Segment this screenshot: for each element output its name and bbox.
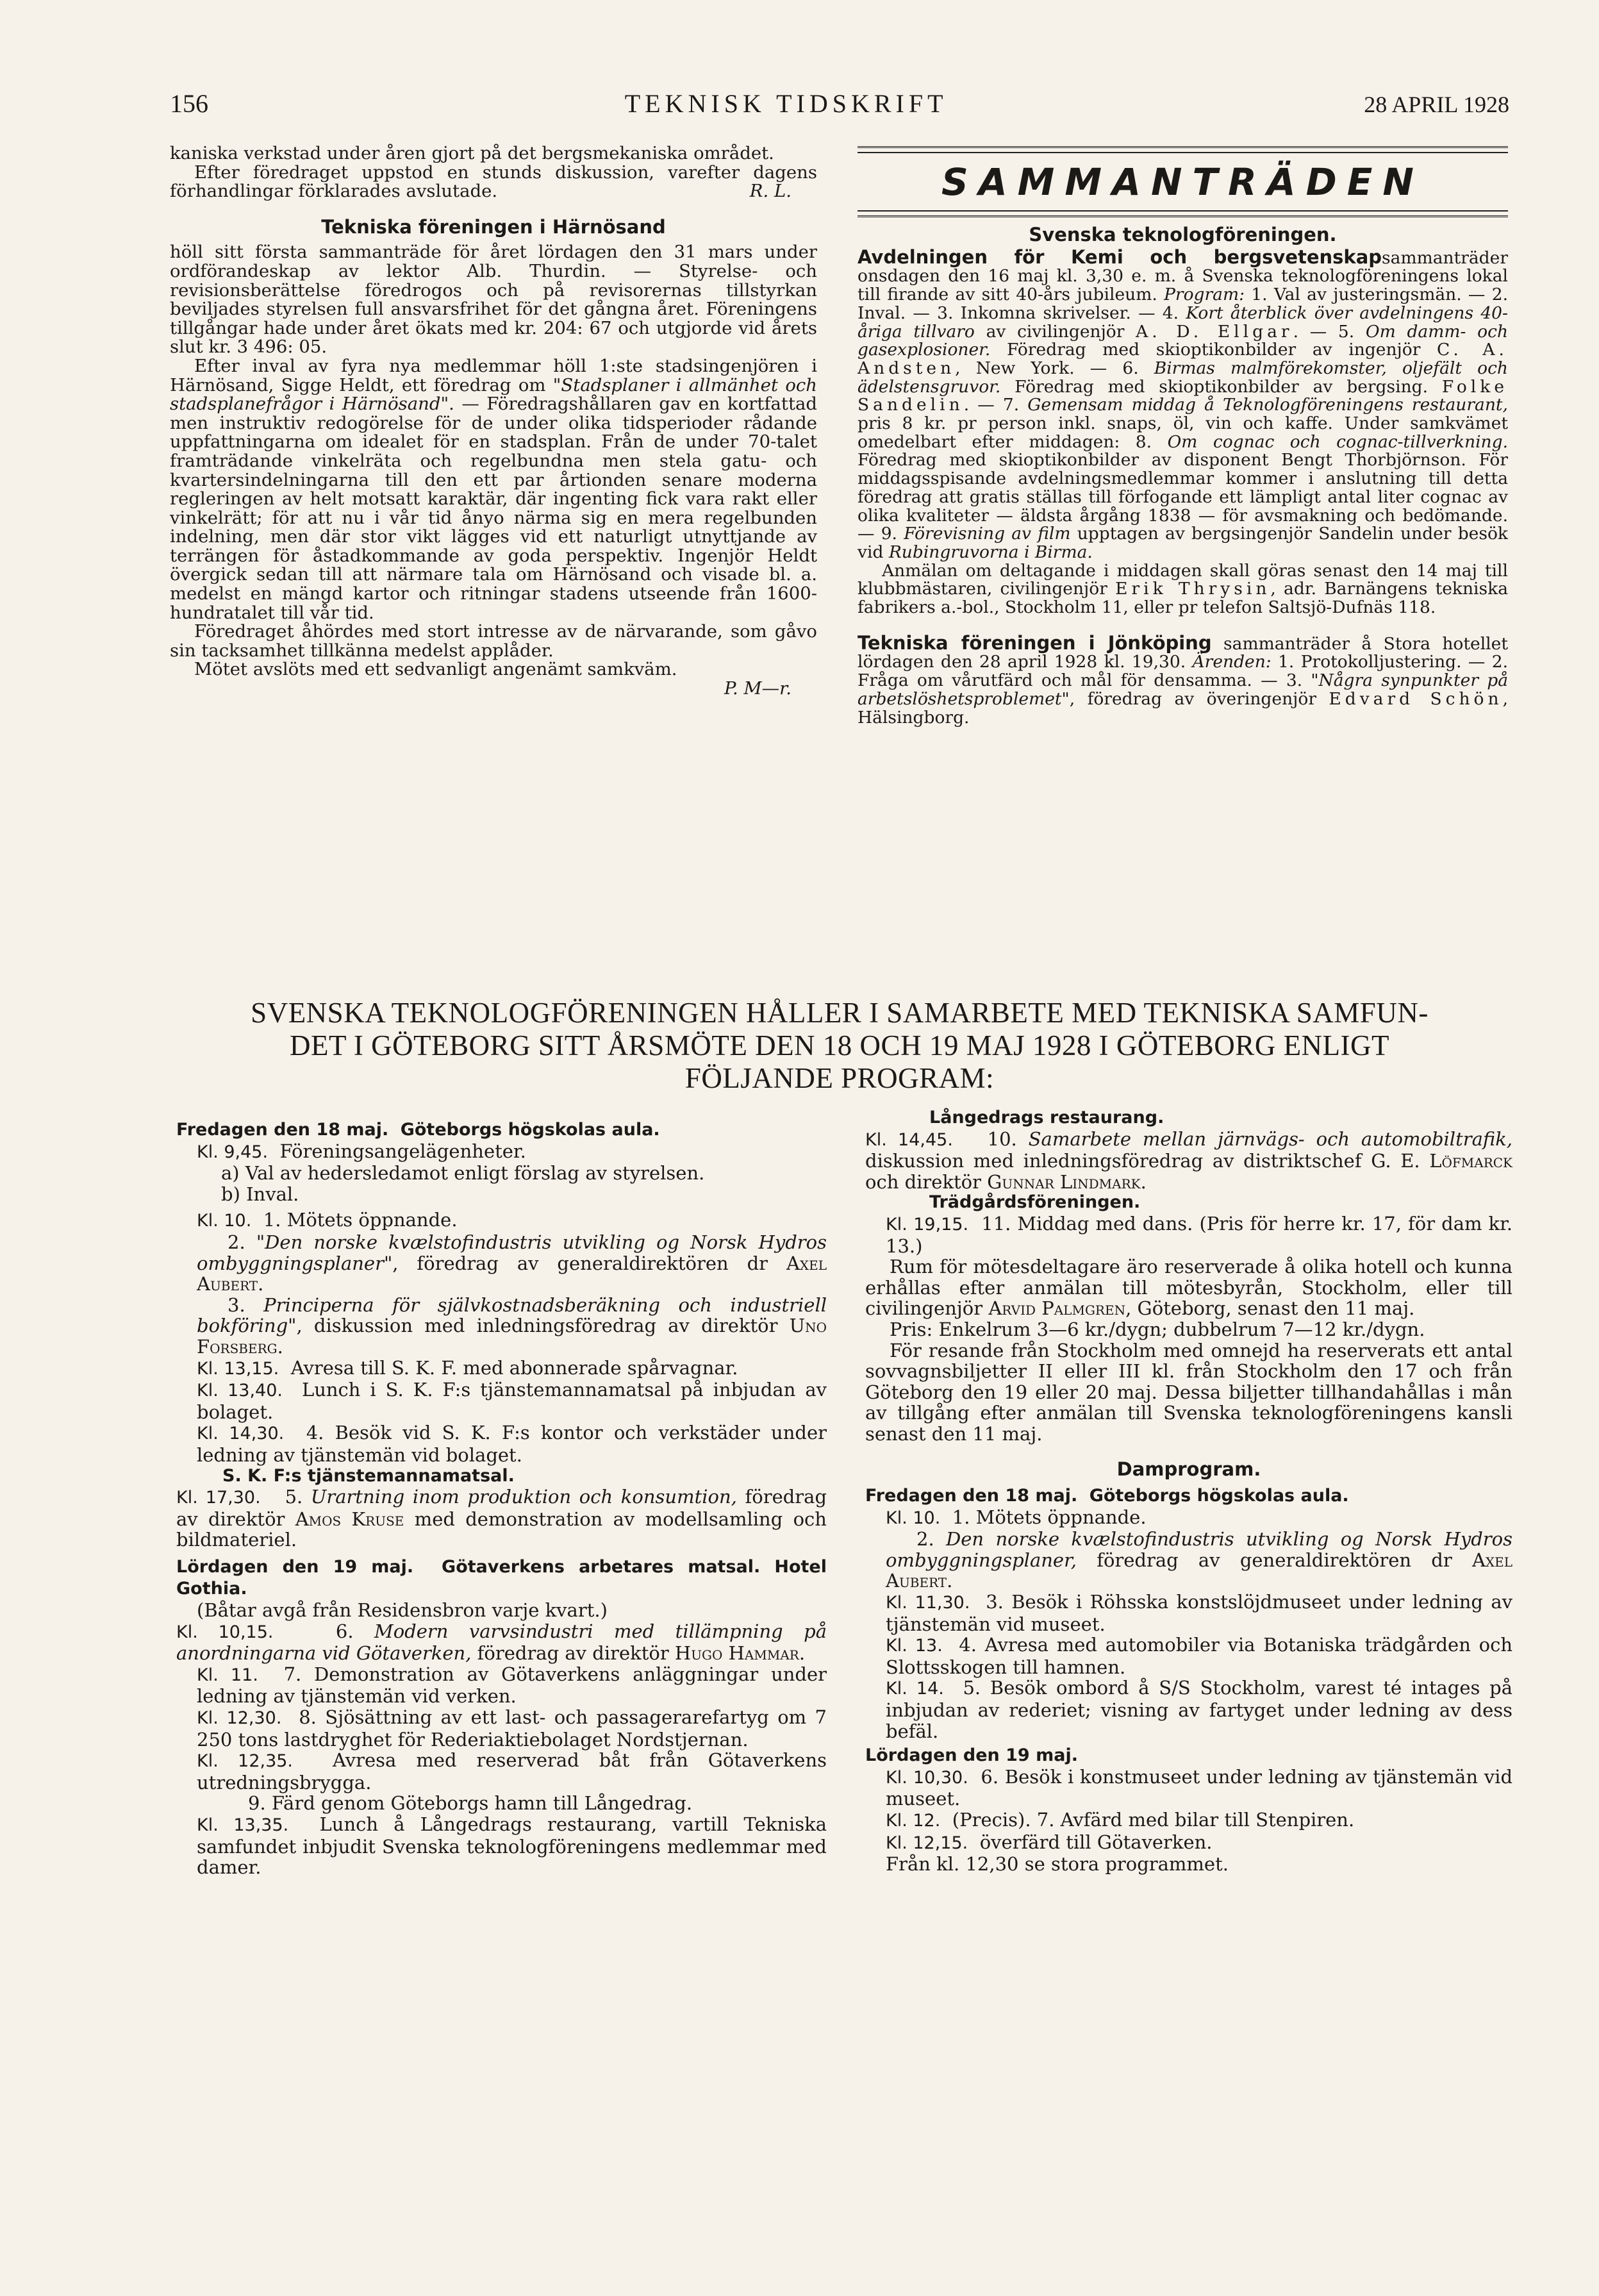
program-item: Kl. 10. 1. Mötets öppnande. xyxy=(197,1209,458,1231)
paragraph: Tekniska föreningen i Jönköping sammanträder å Stora hotellet lördagen den 28 april 1928 kl. 19,30. Ärenden: 1. Protokolljustering. — 2. Fråga om vårutfärd och mål för densamma. — 3. "Några synpunkter på arbetslöshetsproblemet", föredrag av överingenjör Edvard Schön, Hälsingborg. xyxy=(857,631,1509,728)
program-item: 9. Färd genom Göteborgs hamn till Långedrag. xyxy=(248,1792,693,1815)
program-item: Från kl. 12,30 se stora programmet. xyxy=(886,1853,1229,1876)
program-item: 3. Principerna för självkostnadsberäkning och industriell bokföring", diskussion med inledningsföredrag av direktör Uno Forsberg. xyxy=(197,1294,827,1358)
program-item: Kl. 10,30. 6. Besök i konstmuseet under ledning av tjänstemän vid museet. xyxy=(886,1765,1513,1810)
signature: P. M—r. xyxy=(724,678,791,699)
program-item: Kl. 19,15. 11. Middag med dans. (Pris för herre kr. 17, för dam kr. 13.) xyxy=(886,1212,1513,1257)
program-item: Kl. 13,15. Avresa till S. K. F. med abonnerade spårvagnar. xyxy=(197,1356,738,1379)
program-item: Kl. 13,35. Lunch å Långedrags restaurang, vartill Tekniska samfundet inbjudit Svenska teknologföreningens medlemmar med damer. xyxy=(197,1813,827,1879)
banner-title: SAMMANTRÄDEN xyxy=(941,160,1424,204)
day-heading: Fredagen den 18 maj. Göteborgs högskolas aula. xyxy=(176,1120,660,1140)
paragraph: Pris: Enkelrum 3—6 kr./dygn; dubbelrum 7—12 kr./dygn. xyxy=(890,1318,1425,1340)
paragraph: För resande från Stockholm med omnejd ha reserverats ett antal sovvagnsbiljetter II eller III kl. från Stockholm den 17 och från Göteborg den 19 eller 20 maj. Dessa biljetter tillhandahållas i mån av tillgång efter anmälan till Svenska teknologföreningens kansli senast den 11 maj. xyxy=(865,1339,1512,1445)
sammantraden-banner xyxy=(857,146,1508,217)
damprogram-heading: Damprogram. xyxy=(1116,1458,1261,1480)
program-right-column xyxy=(865,1108,1512,1875)
page-header xyxy=(170,88,1509,127)
program-item: Kl. 14. 5. Besök ombord å S/S Stockholm, varest té intages på inbjudan av rederiet; visning av fartyget under ledning av dess befäl. xyxy=(886,1677,1513,1742)
paragraph: Anmälan om deltagande i middagen skall göras senast den 14 maj till klubbmästaren, civilingenjör Erik Thrysin, adr. Barnängens tekniska fabrikers a.-bol., Stockholm 11, eller pr telefon Saltsjö-Dufnäs 118. xyxy=(857,560,1508,618)
right-article-column xyxy=(857,226,1508,727)
program-item: Kl. 9,45. Föreningsangelägenheter. xyxy=(197,1140,526,1162)
paragraph: Mötet avslöts med ett sedvanligt angenämt samkväm. xyxy=(194,659,677,680)
program-item: Kl. 10,15. 6. Modern varvsindustri med tillämpning på anordningarna vid Götaverken, föredrag av direktör Hugo Hammar. xyxy=(176,1620,827,1665)
day-heading: Lördagen den 19 maj. Götaverkens arbetares matsal. Hotel Gothia. xyxy=(176,1556,827,1599)
program-item: Kl. 14,30. 4. Besök vid S. K. F:s kontor och verkstäder under ledning av tjänstemän vid bolaget. xyxy=(197,1422,827,1466)
program-title: SVENSKA TEKNOLOGFÖRENINGEN HÅLLER I SAMARBETE MED TEKNISKA SAMFUN- DET I GÖTEBORG SITT ÅRSMÖTE DEN 18 OCH 19 MAJ 1928 I GÖTEBORG ENLIGT FÖLJANDE PROGRAM: xyxy=(251,997,1429,1094)
paragraph: Föredraget åhördes med stort intresse av de närvarande, som gåvo sin tacksamhet tillkänna medelst applåder. xyxy=(170,621,817,661)
program-item: Kl. 12. (Precis). 7. Avfärd med bilar till Stenpiren. xyxy=(886,1809,1355,1831)
left-article-column xyxy=(170,144,817,699)
place-heading: S. K. F:s tjänstemannamatsal. xyxy=(222,1465,515,1486)
place-heading: Långedrags restaurang. xyxy=(929,1108,1164,1127)
program-item: 2. Den norske kvælstofindustris utvikling og Norsk Hydros ombyggningsplaner, föredrag av generaldirektören dr Axel Aubert. xyxy=(886,1528,1513,1592)
paragraph: Efter inval av fyra nya medlemmar höll 1:ste stadsingenjören i Härnösand, Sigge Heldt, ett föredrag om "Stadsplaner i allmänhet och stadsplanefrågor i Härnösand". — Föredragshållaren gav en kortfattad men instruktiv redogörelse för de under olika tidsperioder rådande uppfattningarna om idealet för en stadsplan. Från de under 70-talet framträdande vinkelräta och regelbundna men stela gatu- och kvartersindelningarna till den ett par årtionden senare moderna regleringen av helt motsatt karaktär, där ingenting fick vara rakt eller vinkelrätt; för att nu i vår tid ånyo närma sig en mera regelbunden indelning, men där stor vikt lägges vid ett naturligt utnyttjande av terrängen för åstadkommande av goda perspektiv. Ingenjör Heldt övergick sedan till att närmare tala om Härnösand och visade bl. a. medelst en mängd kartor och ritningar stadens utseende från 1600-hundratalet till vår tid. xyxy=(170,355,818,623)
paragraph: Avdelningen för Kemi och bergsvetenskapsammanträder onsdagen den 16 maj kl. 3,30 e. m. å Svenska teknologföreningens lokal till firande av sitt 40-års jubileum. Program: 1. Val av justeringsmän. — 2. Inval. — 3. Inkomna skrivelser. — 4. Kort återblick över avdelningens 40-åriga tillvaro av civilingenjör A. D. Ellgar. — 5. Om damm- och gasexplosioner. Föredrag med skioptikonbilder av ingenjör C. A. Andsten, New York. — 6. Birmas malmförekomster, oljefält och ädelstensgruvor. Föredrag med skioptikonbilder av bergsing. Folke Sandelin. — 7. Gemensam middag å Teknologföreningens restaurant, pris 8 kr. pr person inkl. snaps, öl, vin och kaffe. Under samkvämet omedelbart efter middagen: 8. Om cognac och cognac-tillverkning. Föredrag med skioptikonbilder av disponent Bengt Thorbjörnson. För middagsspisande avdelningsmedlemmar kommer i anslutning till detta föredrag att gratis ställas till förfogande ett lämpligt antal liter cognac av olika kvaliteter — äldsta årgång 1838 — för avsmakning och bedömande. — 9. Förevisning av film upptagen av bergsingenjör Sandelin under besök vid Rubingruvorna i Birma. xyxy=(857,245,1509,562)
program-item: Kl. 12,35. Avresa med reserverad båt från Götaverkens utredningsbrygga. xyxy=(197,1749,827,1793)
issue-date: 28 APRIL 1928 xyxy=(1364,92,1509,117)
program-item: Kl. 13,40. Lunch i S. K. F:s tjänstemannamatsal på inbjudan av bolaget. xyxy=(197,1379,827,1423)
program-item: Kl. 10. 1. Mötets öppnande. xyxy=(886,1506,1147,1528)
program-item: Kl. 12,30. 8. Sjösättning av ett last- och passagerarefartyg om 7 250 tons lastdryghet för Rederiaktiebolaget Nordstjernan. xyxy=(197,1706,827,1751)
page-number: 156 xyxy=(170,89,208,118)
paragraph: höll sitt första sammanträde för året lördagen den 31 mars under ordförandeskap av lektor Alb. Thurdin. — Styrelse- och revisionsberättelse föredrogos och på revisorernas tillstyrkan beviljades styrelsen full ansvarsfrihet för det gångna året. Föreningens tillgångar hade under året ökats med kr. 204: 67 och utgjorde vid årets slut kr. 3 496: 05. xyxy=(170,242,817,358)
paragraph: kaniska verkstad under åren gjort på det bergsmekaniska området. xyxy=(170,143,774,163)
program-item: Kl. 11. 7. Demonstration av Götaverkens anläggningar under ledning av tjänstemän vid verken. xyxy=(197,1663,827,1708)
paragraph: Efter föredraget uppstod en stunds diskussion, varefter dagens förhandlingar förklarades avslutade. R. L. xyxy=(170,162,817,202)
day-heading: Lördagen den 19 maj. xyxy=(865,1745,1078,1766)
program-note: (Båtar avgå från Residensbron varje kvart.) xyxy=(197,1599,608,1622)
place-heading: Trädgårdsföreningen. xyxy=(929,1192,1141,1213)
program-item: Kl. 11,30. 3. Besök i Röhsska konstslöjdmuseet under ledning av tjänstemän vid museet. xyxy=(886,1591,1513,1635)
program-item: a) Val av hedersledamot enligt förslag av styrelsen. xyxy=(221,1162,705,1185)
journal-title: TEKNISK TIDSKRIFT xyxy=(624,89,948,118)
signature: R. L. xyxy=(749,181,791,202)
program-item: Kl. 13. 4. Avresa med automobiler via Botaniska trädgården och Slottsskogen till hamnen. xyxy=(886,1634,1512,1678)
article-heading: Tekniska föreningen i Härnösand xyxy=(321,215,666,238)
program-item: Kl. 17,30. 5. Urartning inom produktion och konsumtion, föredrag av direktör Amos Kruse med demonstration av modellsamling och bildmateriel. xyxy=(176,1486,827,1551)
paragraph: Rum för mötesdeltagare äro reserverade å olika hotell och kunna erhållas efter anmälan till mötesbyrån, Stockholm, eller till civilingenjör Arvid Palmgren, Göteborg, senast den 11 maj. xyxy=(865,1256,1512,1320)
program-item: 2. "Den norske kvælstofindustris utvikling og Norsk Hydros ombyggningsplaner", föredrag av generaldirektören dr Axel Aubert. xyxy=(197,1231,827,1295)
program-item: b) Inval. xyxy=(221,1183,299,1205)
program-item: Kl. 12,15. överfärd till Götaverken. xyxy=(886,1831,1213,1853)
day-heading: Fredagen den 18 maj. Göteborgs högskolas aula. xyxy=(865,1486,1349,1506)
section-heading: Svenska teknologföreningen. xyxy=(1029,224,1337,245)
program-item: Kl. 14,45. 10. Samarbete mellan järnvägs- och automobiltrafik, diskussion med inledningsföredrag av distriktschef G. E. Löfmarck och direktör Gunnar Lindmark. xyxy=(865,1127,1513,1193)
program-left-column xyxy=(176,1119,827,1878)
